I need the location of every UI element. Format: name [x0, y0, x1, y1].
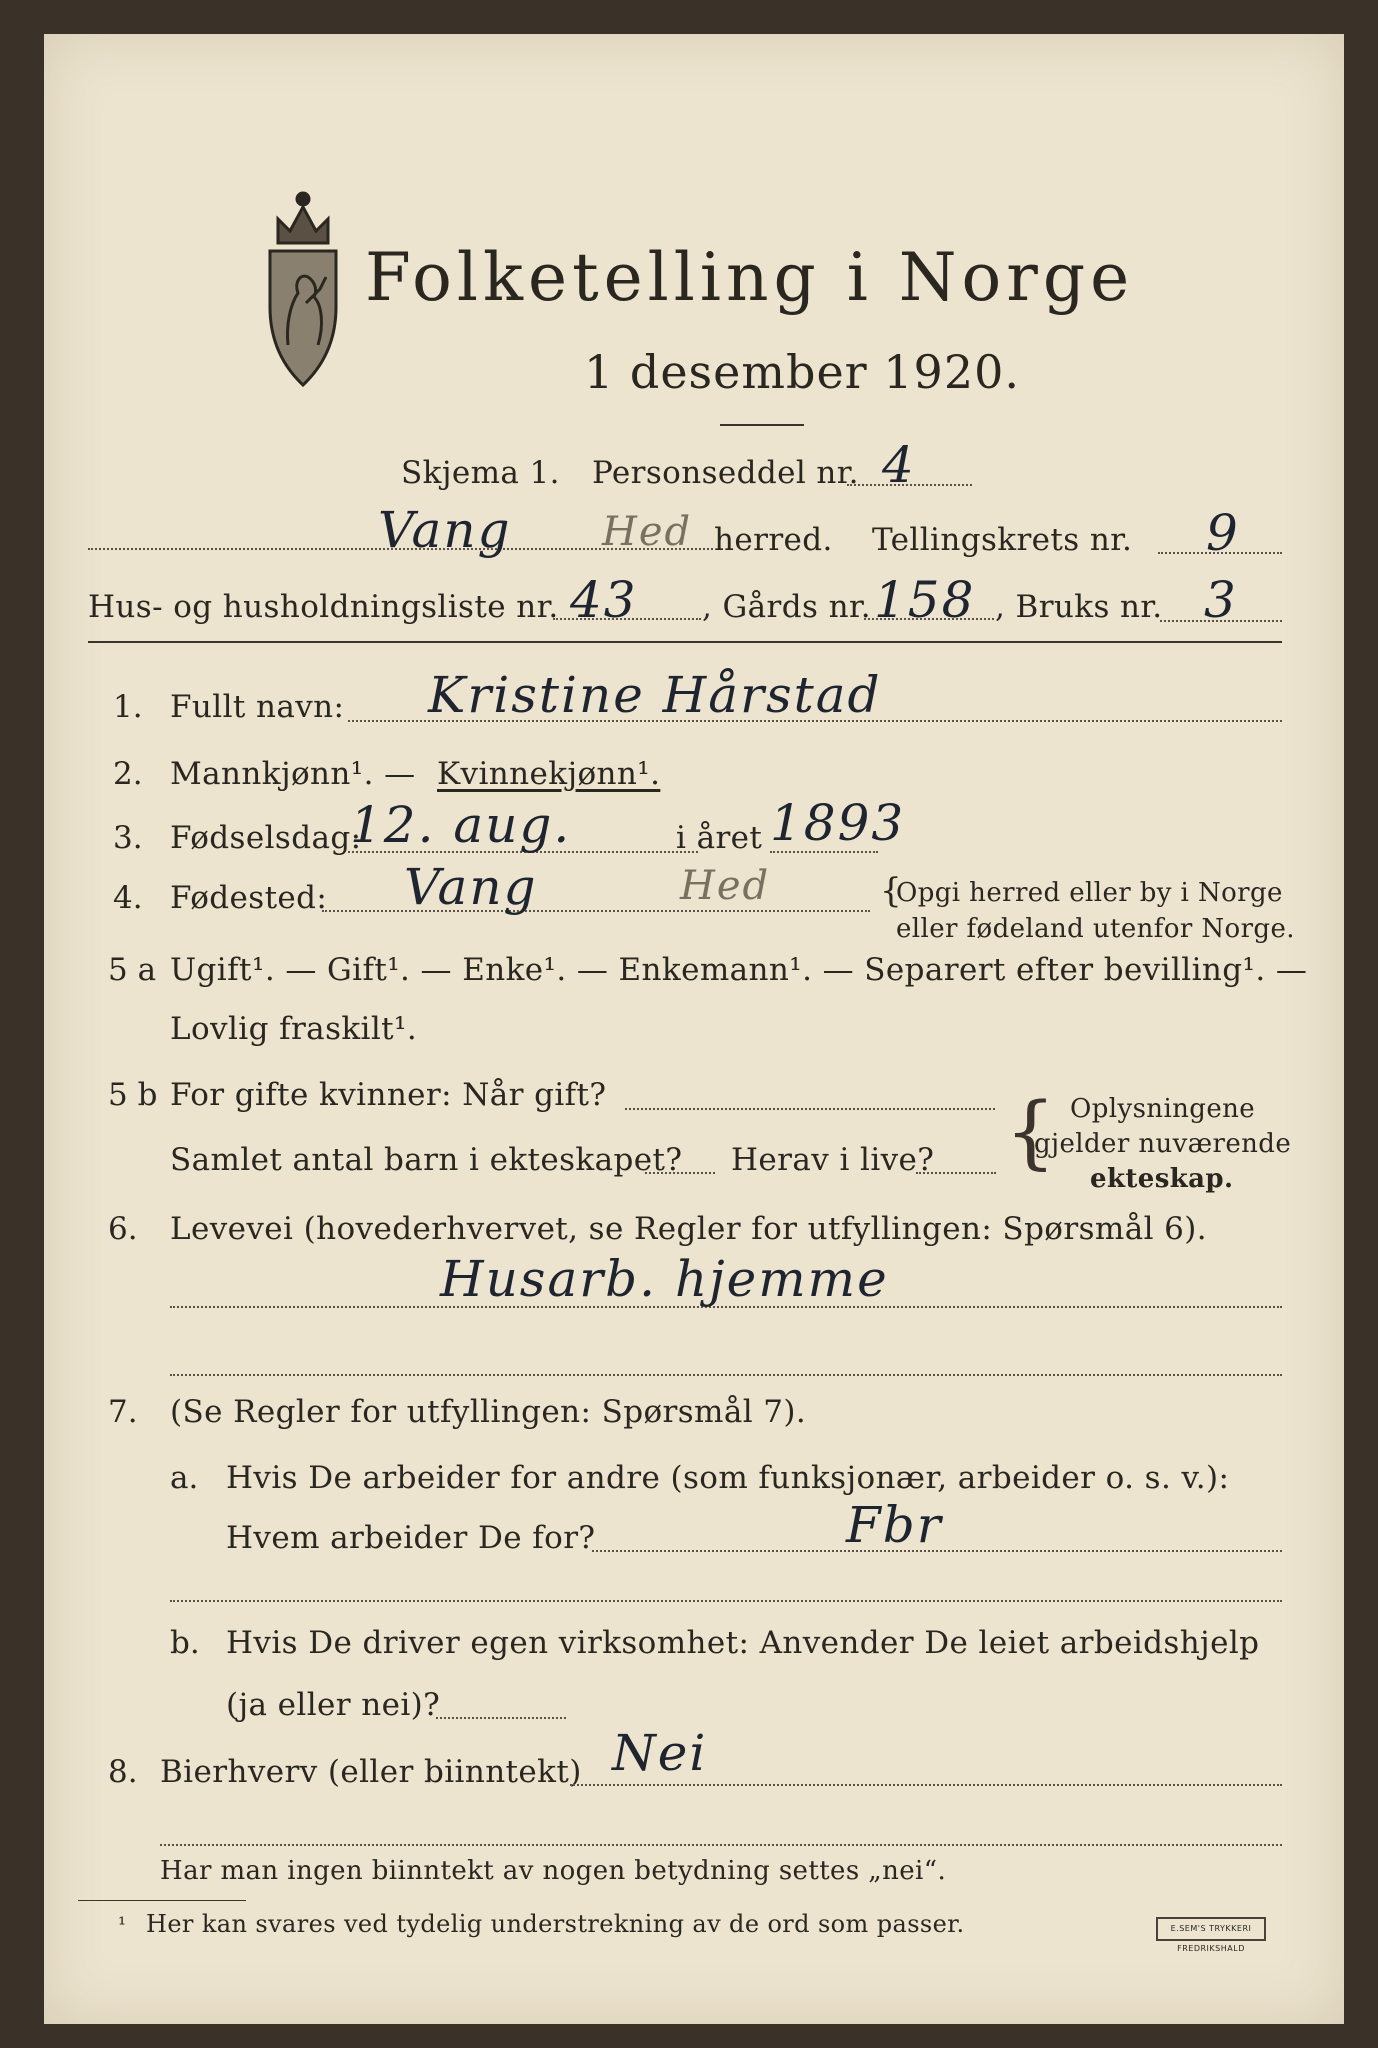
q5a-label-rest: ¹. — Gift¹. — Enke¹. — Enkemann¹. — Separert efter bevilling¹. — — [252, 952, 1308, 988]
q1-number: 1. — [113, 689, 143, 725]
q7a-value: Fbr — [846, 1496, 943, 1554]
footnote-divider — [78, 1900, 246, 1901]
footnote-text: Her kan svares ved tydelig understrekning av de ord som passer. — [146, 1910, 965, 1938]
q7a-label: Hvis De arbeider for andre (som funksjonær, arbeider o. s. v.): — [226, 1460, 1230, 1496]
printer-stamp: E.SEM'S TRYKKERI FREDRIKSHALD — [1156, 1917, 1266, 1941]
herred-label: herred. — [714, 522, 833, 558]
q3-number: 3. — [113, 820, 143, 856]
q8-line — [570, 1784, 1282, 1786]
q7-label: (Se Regler for utfyllingen: Spørsmål 7). — [170, 1394, 807, 1430]
personseddel-value: 4 — [882, 436, 916, 494]
q3-year-label: i året — [676, 820, 763, 856]
q1-value: Kristine Hårstad — [428, 666, 882, 724]
personseddel-label: Personseddel nr. — [592, 455, 859, 491]
q7a-line-2 — [170, 1600, 1282, 1602]
q2-number: 2. — [113, 756, 143, 792]
q8-line-2 — [160, 1844, 1282, 1846]
q4-value-extra: Hed — [680, 863, 771, 909]
q8-value: Nei — [612, 1724, 708, 1782]
gards-value: 158 — [874, 571, 976, 629]
q7b-letter: b. — [170, 1625, 200, 1661]
q4-value: Vang — [404, 858, 538, 916]
q5a-label-line2: Lovlig fraskilt¹. — [170, 1011, 418, 1047]
q7a-letter: a. — [170, 1460, 199, 1496]
hus-value: 43 — [570, 571, 638, 629]
q7a-label-who: Hvem arbeider De for? — [226, 1520, 596, 1556]
q6-value: Husarb. hjemme — [440, 1250, 889, 1308]
q6-label: Levevei (hovederhvervet, se Regler for utfyllingen: Spørsmål 6). — [170, 1211, 1208, 1247]
q3-value: 12. aug. — [350, 796, 572, 854]
title-divider — [720, 424, 804, 426]
q4-note-brace: { — [880, 871, 902, 911]
gards-label: , Gårds nr. — [702, 589, 872, 625]
q4-number: 4. — [113, 880, 143, 916]
q5b-alive-line — [916, 1172, 996, 1174]
q4-note-line1: Opgi herred eller by i Norge — [896, 878, 1283, 908]
q5a-label-ugift: Ugift — [170, 952, 252, 988]
q8-number: 8. — [108, 1754, 138, 1790]
q2-label-female: Kvinnekjønn¹. — [437, 756, 661, 792]
q6-line-2 — [170, 1374, 1282, 1376]
q3-label: Fødselsdag: — [170, 820, 362, 856]
q5b-number: 5 b — [108, 1077, 158, 1113]
q5b-children-line — [645, 1172, 715, 1174]
q5b-note-brace: { — [1005, 1085, 1056, 1178]
q5b-label-children: Samlet antal barn i ekteskapet? — [170, 1142, 683, 1178]
form-title: Folketelling i Norge — [365, 239, 1135, 316]
q7b-label: Hvis De driver egen virksomhet: Anvender De leiet arbeidshjelp — [226, 1625, 1260, 1661]
q4-note-line2: eller fødeland utenfor Norge. — [896, 914, 1295, 944]
tellingskrets-value: 9 — [1206, 504, 1240, 562]
q7-number: 7. — [108, 1394, 138, 1430]
q5b-note-line2: gjelder nuværende — [1034, 1129, 1292, 1159]
header-divider — [88, 641, 1282, 643]
q5b-label-married: For gifte kvinner: Når gift? — [170, 1077, 607, 1113]
q6-number: 6. — [108, 1211, 138, 1247]
q4-label: Fødested: — [170, 880, 328, 916]
q5b-label-alive: Herav i live? — [731, 1142, 935, 1178]
tellingskrets-label: Tellingskrets nr. — [872, 522, 1133, 558]
q3-year-value: 1893 — [770, 794, 906, 852]
schema-label: Skjema 1. — [401, 455, 560, 491]
q5b-note-line3: ekteskap. — [1090, 1164, 1234, 1194]
norwegian-coat-of-arms-icon — [248, 185, 358, 395]
bruks-value: 3 — [1204, 571, 1238, 629]
q1-label: Fullt navn: — [170, 689, 345, 725]
q7b-yesno-line — [436, 1717, 566, 1719]
bruks-label: , Bruks nr. — [995, 589, 1163, 625]
q8-label: Bierhverv (eller biinntekt) — [160, 1754, 582, 1790]
hus-label: Hus- og husholdningsliste nr. — [88, 589, 559, 625]
q5b-note-line1: Oplysningene — [1070, 1094, 1256, 1124]
q2-label-male: Mannkjønn¹. — — [170, 756, 416, 792]
herred-value: Vang — [378, 501, 512, 559]
herred-value-extra: Hed — [602, 509, 693, 555]
footnote-mark: ¹ — [118, 1912, 127, 1936]
q5a-number: 5 a — [108, 952, 157, 988]
form-date: 1 desember 1920. — [584, 345, 1020, 399]
footer-note: Har man ingen biinntekt av nogen betydning settes „nei“. — [160, 1856, 947, 1886]
q5b-married-line — [625, 1108, 995, 1110]
q7b-label-yesno: (ja eller nei)? — [226, 1687, 441, 1723]
